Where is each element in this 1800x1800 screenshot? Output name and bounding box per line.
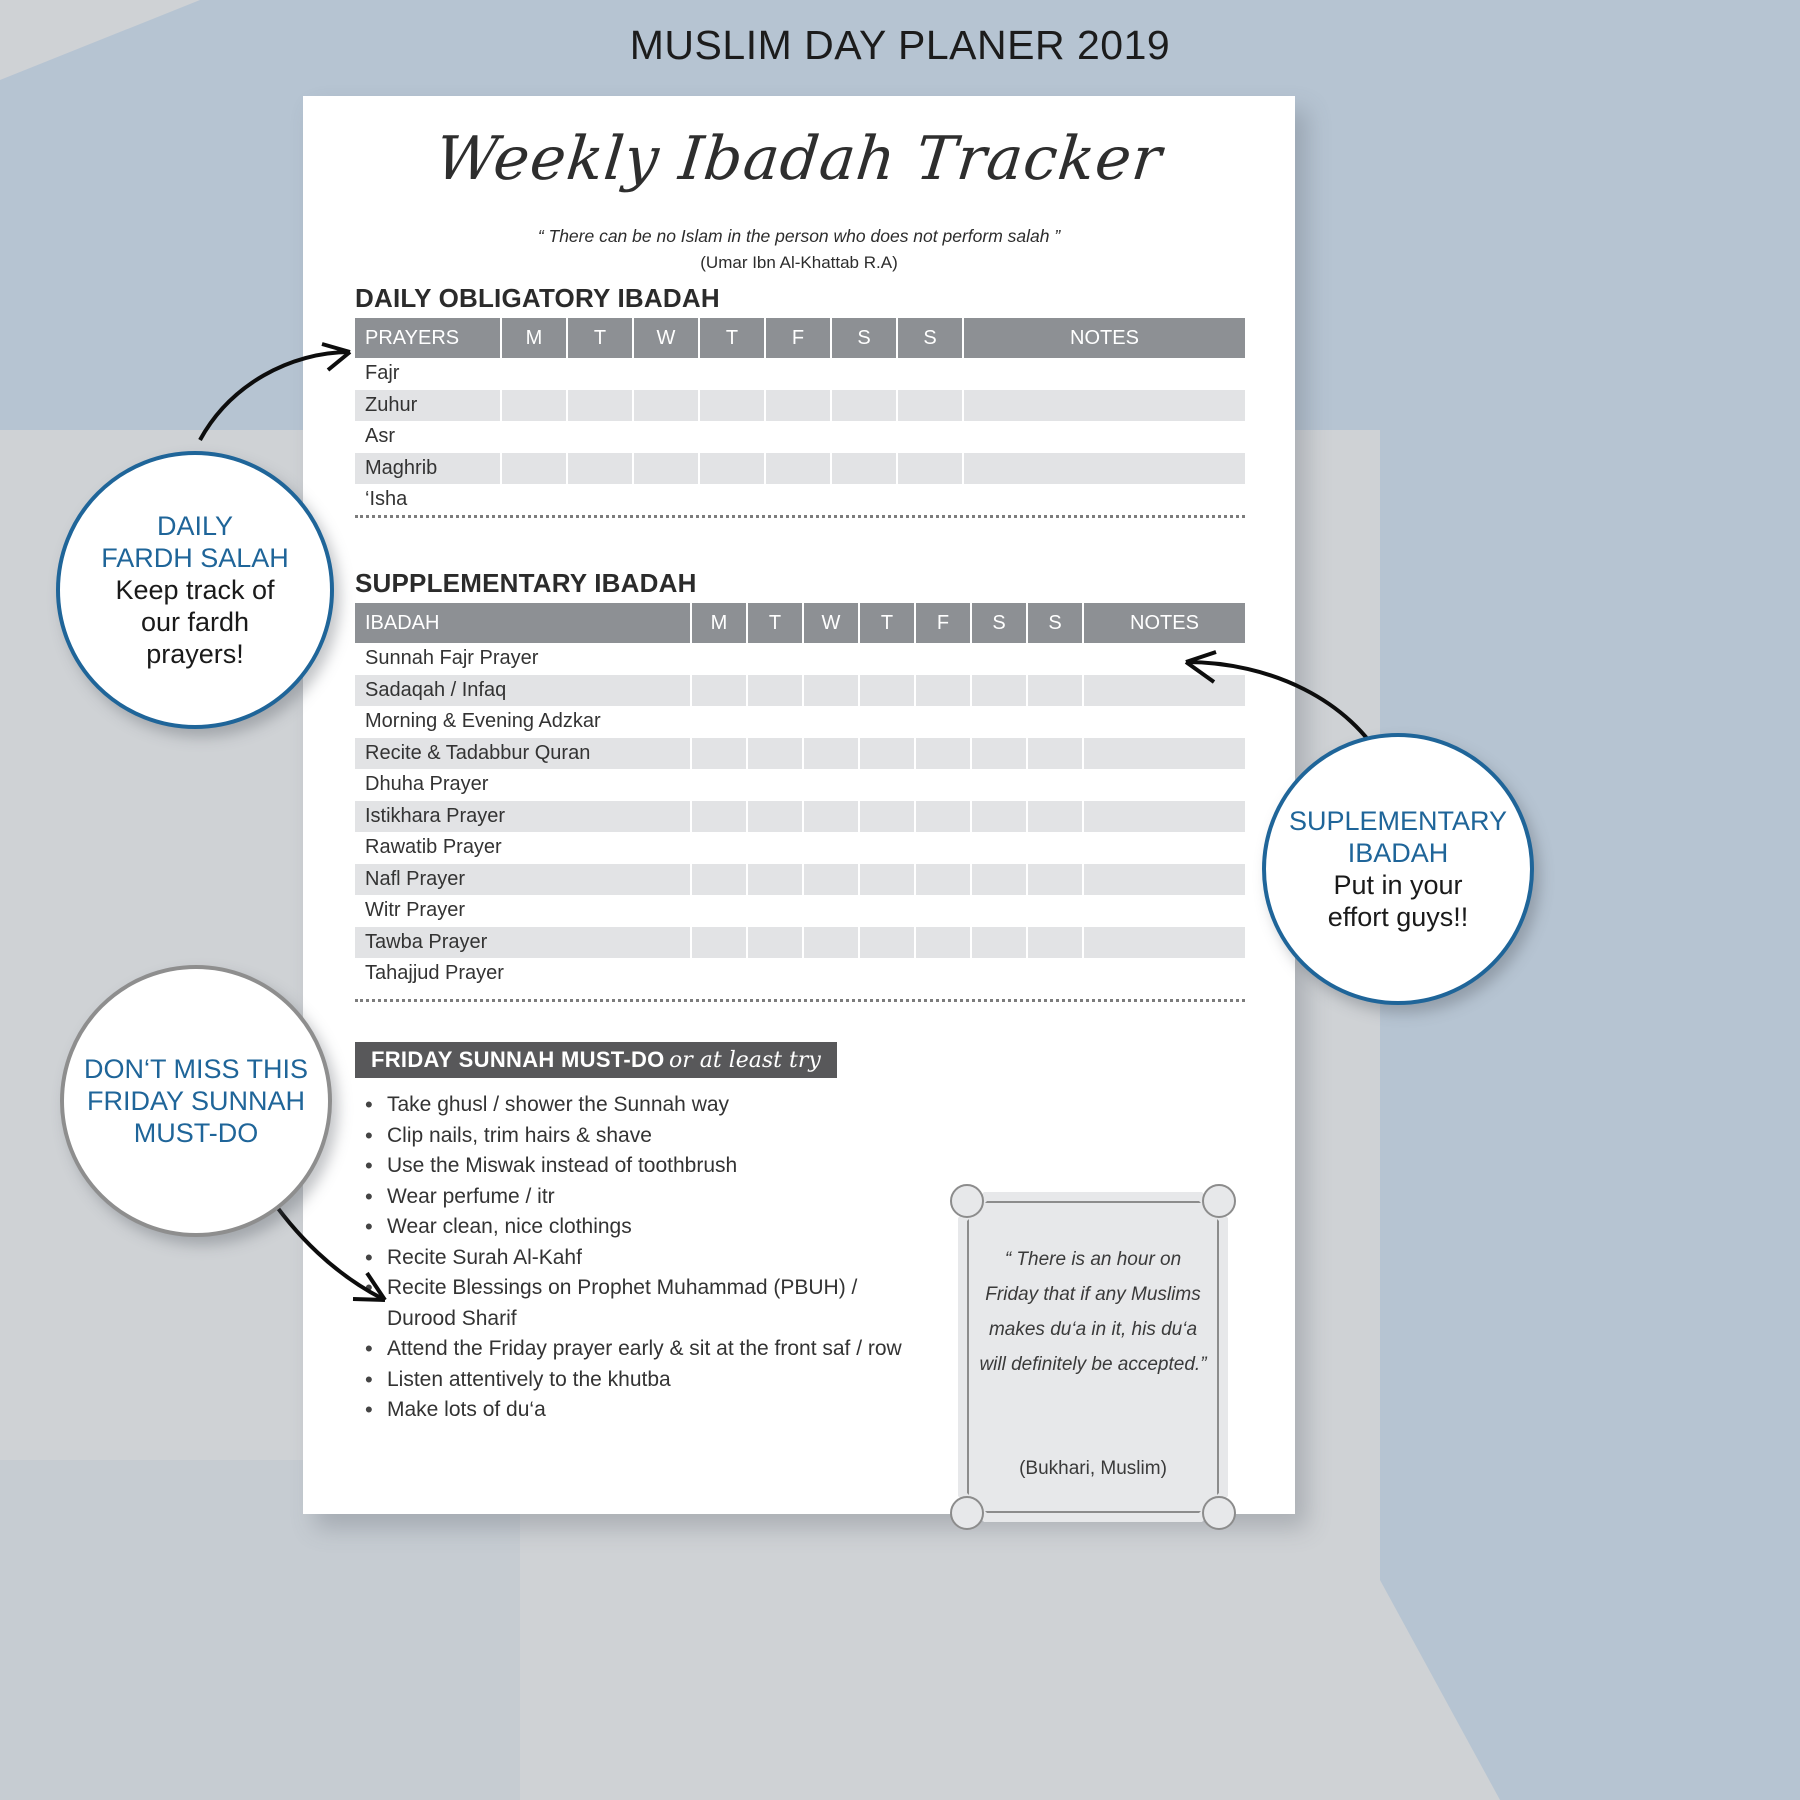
check-cell[interactable] [747,801,803,833]
plaque-quote-source: (Bukhari, Muslim) [1019,1458,1167,1479]
check-cell[interactable] [803,643,859,675]
check-cell[interactable] [633,453,699,485]
check-cell[interactable] [831,421,897,453]
check-cell[interactable] [747,864,803,896]
check-cell[interactable] [1027,927,1083,959]
table-row [355,453,1245,485]
notes-cell[interactable] [1083,958,1245,990]
daily-col-f: F [765,318,831,358]
check-cell[interactable] [971,675,1027,707]
daily-section-heading: DAILY OBLIGATORY IBADAH [355,283,720,313]
check-cell[interactable] [803,832,859,864]
check-cell[interactable] [567,421,633,453]
supp-row-label: Tawba Prayer [355,927,691,959]
daily-obligatory-table [355,318,1245,516]
callout-friday-sunnah-must-do[interactable] [60,965,332,1237]
table-row [355,421,1245,453]
check-cell[interactable] [859,895,915,927]
daily-col-m: M [501,318,567,358]
supp-col-t1: T [747,603,803,643]
check-cell[interactable] [1027,864,1083,896]
check-cell[interactable] [633,421,699,453]
callout-title-line1: SUPLEMENTARY [1288,806,1508,836]
check-cell[interactable] [1027,769,1083,801]
supp-col-notes: NOTES [1083,603,1245,643]
callout-sub-line1: Keep track of [115,575,275,605]
supp-row-label: Tahajjud Prayer [355,958,691,990]
check-cell[interactable] [803,958,859,990]
plaque-corner-br [1202,1496,1236,1530]
check-cell[interactable] [915,801,971,833]
check-cell[interactable] [971,927,1027,959]
supp-row-label: Nafl Prayer [355,864,691,896]
supp-row-label: Morning & Evening Adzkar [355,706,691,738]
check-cell[interactable] [765,484,831,516]
list-item: • Wear perfume / itr [361,1182,921,1213]
check-cell[interactable] [691,927,747,959]
check-cell[interactable] [915,832,971,864]
check-cell[interactable] [501,484,567,516]
check-cell[interactable] [567,390,633,422]
supp-col-s1: S [971,603,1027,643]
check-cell[interactable] [859,675,915,707]
check-cell[interactable] [859,706,915,738]
supp-col-f: F [915,603,971,643]
check-cell[interactable] [633,484,699,516]
callout-sub-line3: prayers! [146,639,244,669]
supp-row-label: Rawatib Prayer [355,832,691,864]
check-cell[interactable] [1027,643,1083,675]
check-cell[interactable] [765,358,831,390]
notes-cell[interactable] [963,358,1245,390]
table-row [355,706,1245,738]
check-cell[interactable] [1027,738,1083,770]
daily-col-t1: T [567,318,633,358]
daily-col-w: W [633,318,699,358]
plaque-corner-tr [1202,1184,1236,1218]
check-cell[interactable] [831,358,897,390]
check-cell[interactable] [803,801,859,833]
supp-col-t2: T [859,603,915,643]
daily-row-label: ‘Isha [355,484,501,516]
check-cell[interactable] [501,358,567,390]
check-cell[interactable] [691,706,747,738]
check-cell[interactable] [915,643,971,675]
check-cell[interactable] [691,864,747,896]
table-row [355,643,1245,675]
table-row [355,832,1245,864]
check-cell[interactable] [803,675,859,707]
table-row [355,864,1245,896]
check-cell[interactable] [803,706,859,738]
supp-col-m: M [691,603,747,643]
check-cell[interactable] [971,864,1027,896]
check-cell[interactable] [915,927,971,959]
table-row [355,927,1245,959]
table-row [355,769,1245,801]
notes-cell[interactable] [1083,801,1245,833]
check-cell[interactable] [915,769,971,801]
check-cell[interactable] [1027,958,1083,990]
check-cell[interactable] [971,895,1027,927]
hadith-quote-plaque [958,1192,1228,1522]
supp-row-label: Sadaqah / Infaq [355,675,691,707]
check-cell[interactable] [747,675,803,707]
check-cell[interactable] [633,358,699,390]
check-cell[interactable] [691,769,747,801]
callout-sub-line1: Put in your [1333,870,1463,900]
supplementary-ibadah-table [355,603,1245,990]
list-item: • Clip nails, trim hairs & shave [361,1121,921,1152]
daily-section-divider [355,515,1245,518]
supplementary-section-divider [355,999,1245,1002]
check-cell[interactable] [567,358,633,390]
table-row [355,801,1245,833]
table-row [355,358,1245,390]
check-cell[interactable] [971,958,1027,990]
sheet-quote-attribution: (Umar Ibn Al-Khattab R.A) [700,253,898,272]
check-cell[interactable] [501,421,567,453]
list-item: • Recite Surah Al-Kahf [361,1243,921,1274]
check-cell[interactable] [691,675,747,707]
notes-cell[interactable] [1083,769,1245,801]
friday-sunnah-list [361,1090,921,1426]
friday-banner-bold: FRIDAY SUNNAH MUST-DO [371,1047,665,1072]
check-cell[interactable] [747,927,803,959]
check-cell[interactable] [747,958,803,990]
check-cell[interactable] [971,706,1027,738]
check-cell[interactable] [803,927,859,959]
check-cell[interactable] [897,390,963,422]
table-row [355,895,1245,927]
supp-row-label: Dhuha Prayer [355,769,691,801]
sheet-script-title: Weekly Ibadah Tracker [432,124,1166,194]
check-cell[interactable] [747,769,803,801]
supp-col-ibadah: IBADAH [355,603,691,643]
daily-col-s1: S [831,318,897,358]
check-cell[interactable] [699,390,765,422]
friday-banner-italic: or at least try [669,1048,821,1073]
check-cell[interactable] [915,706,971,738]
notes-cell[interactable] [963,484,1245,516]
table-row [355,675,1245,707]
list-item: • Make lots of du‘a [361,1395,921,1426]
supplementary-section-heading: SUPPLEMENTARY IBADAH [355,568,697,598]
table-row [355,958,1245,990]
supp-row-label: Istikhara Prayer [355,801,691,833]
check-cell[interactable] [897,453,963,485]
check-cell[interactable] [915,864,971,896]
callout-supplementary-ibadah[interactable] [1262,733,1534,1005]
callout-title-line1: DON‘T MISS THIS [83,1054,309,1084]
check-cell[interactable] [859,864,915,896]
check-cell[interactable] [501,453,567,485]
check-cell[interactable] [859,738,915,770]
notes-cell[interactable] [1083,895,1245,927]
callout-title-line2: FRIDAY SUNNAH [86,1086,306,1116]
check-cell[interactable] [803,769,859,801]
check-cell[interactable] [691,643,747,675]
list-item: • Listen attentively to the khutba [361,1365,921,1396]
notes-cell[interactable] [963,421,1245,453]
check-cell[interactable] [1027,895,1083,927]
daily-row-label: Fajr [355,358,501,390]
list-item: • Recite Blessings on Prophet Muhammad (PBUH) / Durood Sharif [361,1273,921,1334]
list-item: • Use the Miswak instead of toothbrush [361,1151,921,1182]
check-cell[interactable] [915,738,971,770]
check-cell[interactable] [859,958,915,990]
check-cell[interactable] [831,390,897,422]
check-cell[interactable] [747,832,803,864]
supp-col-s2: S [1027,603,1083,643]
check-cell[interactable] [897,484,963,516]
check-cell[interactable] [633,390,699,422]
check-cell[interactable] [915,675,971,707]
notes-cell[interactable] [1083,864,1245,896]
callout-title-line1: DAILY [156,511,234,541]
notes-cell[interactable] [963,453,1245,485]
supp-table-header-row [355,603,1245,643]
notes-cell[interactable] [1083,927,1245,959]
check-cell[interactable] [1027,832,1083,864]
sheet-quote: “ There can be no Islam in the person who does not perform salah ” [537,226,1061,246]
check-cell[interactable] [691,958,747,990]
callout-title-line2: IBADAH [1347,838,1449,868]
daily-col-s2: S [897,318,963,358]
notes-cell[interactable] [963,390,1245,422]
check-cell[interactable] [747,706,803,738]
check-cell[interactable] [915,895,971,927]
check-cell[interactable] [859,643,915,675]
table-row [355,738,1245,770]
check-cell[interactable] [747,895,803,927]
supp-row-label: Recite & Tadabbur Quran [355,738,691,770]
plaque-corner-tl [950,1184,984,1218]
check-cell[interactable] [915,958,971,990]
list-item: • Attend the Friday prayer early & sit at the front saf / row [361,1334,921,1365]
callout-sub-line2: effort guys!! [1327,902,1469,932]
notes-cell[interactable] [1083,832,1245,864]
supp-col-w: W [803,603,859,643]
check-cell[interactable] [747,643,803,675]
daily-row-label: Asr [355,421,501,453]
check-cell[interactable] [971,643,1027,675]
daily-col-t2: T [699,318,765,358]
check-cell[interactable] [765,421,831,453]
check-cell[interactable] [765,453,831,485]
check-cell[interactable] [859,769,915,801]
check-cell[interactable] [691,738,747,770]
plaque-corner-bl [950,1496,984,1530]
arrow-daily-callout [180,330,380,460]
check-cell[interactable] [1027,706,1083,738]
check-cell[interactable] [567,484,633,516]
supp-row-label: Sunnah Fajr Prayer [355,643,691,675]
check-cell[interactable] [1027,801,1083,833]
check-cell[interactable] [897,421,963,453]
list-item: • Take ghusl / shower the Sunnah way [361,1090,921,1121]
daily-row-label: Zuhur [355,390,501,422]
check-cell[interactable] [859,927,915,959]
check-cell[interactable] [971,769,1027,801]
callout-sub-line2: our fardh [140,607,250,637]
list-item: • Wear clean, nice clothings [361,1212,921,1243]
check-cell[interactable] [971,832,1027,864]
table-row [355,390,1245,422]
check-cell[interactable] [691,801,747,833]
daily-row-label: Maghrib [355,453,501,485]
callout-title-line3: MUST-DO [133,1118,259,1148]
daily-col-prayers: PRAYERS [355,318,501,358]
callout-daily-fardh-salah[interactable] [56,451,334,729]
check-cell[interactable] [1027,675,1083,707]
check-cell[interactable] [699,421,765,453]
check-cell[interactable] [691,895,747,927]
check-cell[interactable] [803,864,859,896]
check-cell[interactable] [831,453,897,485]
check-cell[interactable] [897,358,963,390]
check-cell[interactable] [567,453,633,485]
check-cell[interactable] [971,801,1027,833]
supp-row-label: Witr Prayer [355,895,691,927]
daily-col-notes: NOTES [963,318,1245,358]
check-cell[interactable] [859,832,915,864]
check-cell[interactable] [803,738,859,770]
check-cell[interactable] [971,738,1027,770]
table-row [355,484,1245,516]
check-cell[interactable] [501,390,567,422]
check-cell[interactable] [691,832,747,864]
daily-table-header-row [355,318,1245,358]
check-cell[interactable] [699,484,765,516]
check-cell[interactable] [831,484,897,516]
check-cell[interactable] [699,453,765,485]
check-cell[interactable] [765,390,831,422]
page-title: MUSLIM DAY PLANER 2019 [629,22,1171,68]
check-cell[interactable] [859,801,915,833]
friday-sunnah-banner [355,1042,837,1078]
check-cell[interactable] [747,738,803,770]
callout-title-line2: FARDH SALAH [101,543,289,573]
plaque-quote-text: “ There is an hour on Friday that if any Muslims makes du‘a in it, his du‘a will definitely be accepted.” [979,1249,1207,1375]
check-cell[interactable] [803,895,859,927]
check-cell[interactable] [699,358,765,390]
